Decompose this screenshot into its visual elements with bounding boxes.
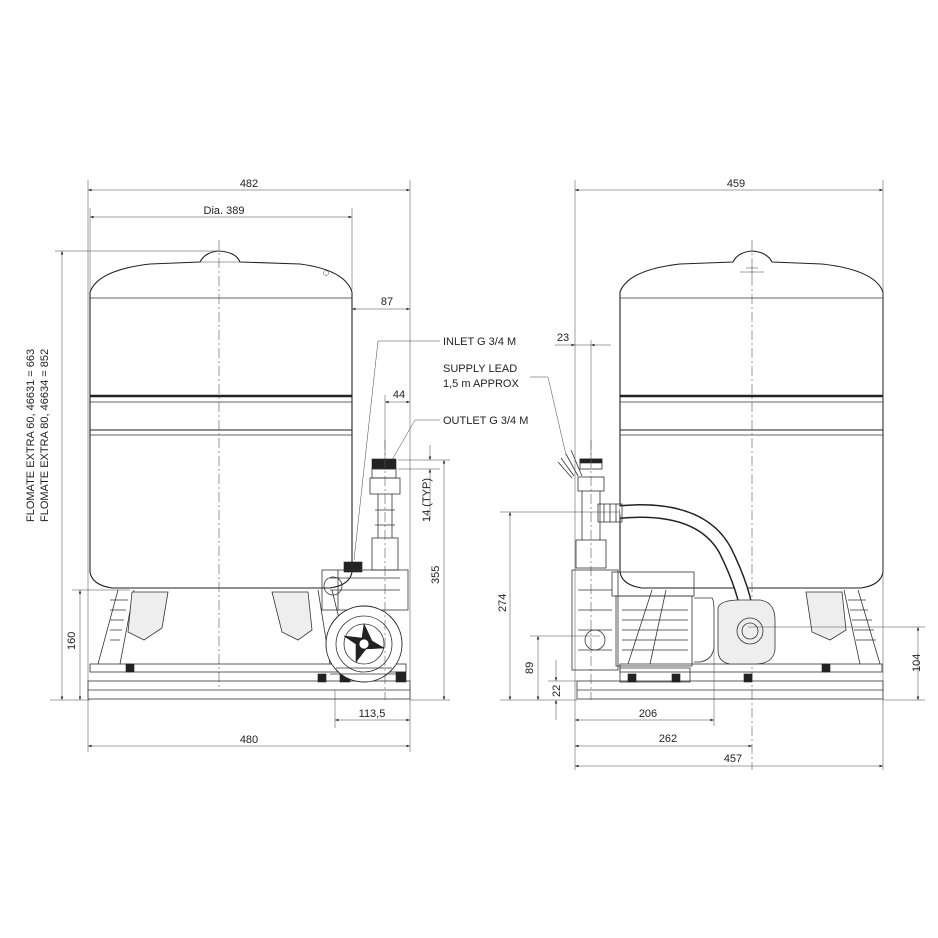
dim-outlet-offset: 44: [392, 389, 406, 401]
dim-outlet-height: 355: [430, 565, 442, 584]
dim-pump-offset: 87: [380, 296, 394, 308]
right-view: [443, 178, 925, 770]
left-view: [25, 178, 528, 752]
left-dimensions: [25, 178, 528, 752]
dim-foot-height: 22: [551, 684, 563, 697]
label-outlet: OUTLET G 3/4 M: [443, 415, 529, 427]
dim-inlet-offset: 23: [556, 332, 570, 344]
dim-base-width-right: 457: [723, 753, 743, 765]
model-line-1: FLOMATE EXTRA 60, 46631 = 663: [25, 348, 37, 522]
left-pump: [322, 440, 408, 700]
dim-overall-width-left: 482: [239, 178, 259, 190]
dim-pump-length: 262: [658, 733, 678, 745]
right-pump: [558, 440, 775, 700]
dim-thread-length: 14 (TYP): [421, 477, 433, 522]
label-inlet: INLET G 3/4 M: [443, 336, 517, 348]
dim-base-width-left: 480: [239, 734, 259, 746]
dim-inlet-height: 274: [497, 593, 509, 612]
dim-tank-diameter: Dia. 389: [203, 205, 245, 217]
dim-overall-width-right: 459: [726, 178, 746, 190]
dim-stand-height: 160: [66, 631, 78, 650]
label-supply-lead-2: 1,5 m APPROX: [443, 378, 519, 390]
dim-motor-length: 206: [638, 708, 658, 720]
model-line-2: FLOMATE EXTRA 80, 46634 = 852: [39, 348, 51, 522]
dim-pump-position: 113,5: [358, 708, 386, 720]
dim-hose-height: 104: [911, 653, 923, 672]
dim-pump-axis-height: 89: [524, 661, 536, 674]
label-supply-lead-1: SUPPLY LEAD: [443, 363, 518, 375]
